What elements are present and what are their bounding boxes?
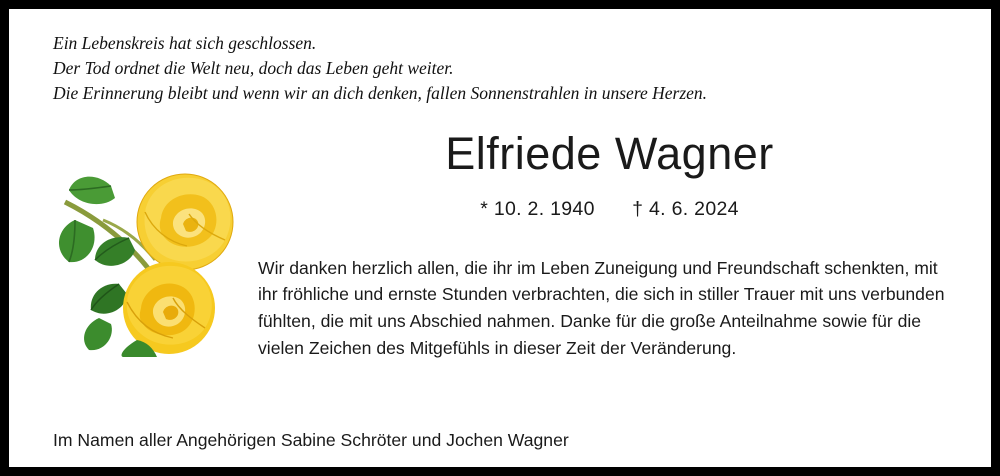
birth-date: * 10. 2. 1940	[480, 197, 595, 220]
verse-line-2: Der Tod ordnet die Welt neu, doch das Leben geht weiter.	[53, 57, 454, 78]
yellow-roses-illustration	[45, 142, 250, 357]
main-column	[250, 120, 961, 362]
thanks-text: Wir danken herzlich allen, die ihr im Leben Zuneigung und Freundschaft schenkten, mit ihr fröhliche und ernste Stunden verbrachten, die sich in stiller Trauer mit uns verbunden fühlten, die mit uns Abschied nahmen. Danke für die große Anteilnahme sowie für die vielen Zeichen des Mitgefühls in dieser Zeit der Veränderung.	[258, 257, 945, 358]
body-area	[39, 120, 961, 362]
family-signature: Im Namen aller Angehörigen Sabine Schröter und Jochen Wagner	[53, 430, 569, 450]
deceased-name: Elfriede Wagner	[445, 127, 774, 179]
verse-line-1: Ein Lebenskreis hat sich geschlossen.	[53, 33, 317, 53]
rose-illustration	[45, 142, 250, 357]
verse-line-3: Die Erinnerung bleibt und wenn wir an dich denken, fallen Sonnenstrahlen in unsere Herzen.	[53, 82, 708, 103]
verse-block	[53, 31, 961, 106]
death-date: † 4. 6. 2024	[632, 197, 739, 220]
life-dates	[258, 198, 961, 221]
